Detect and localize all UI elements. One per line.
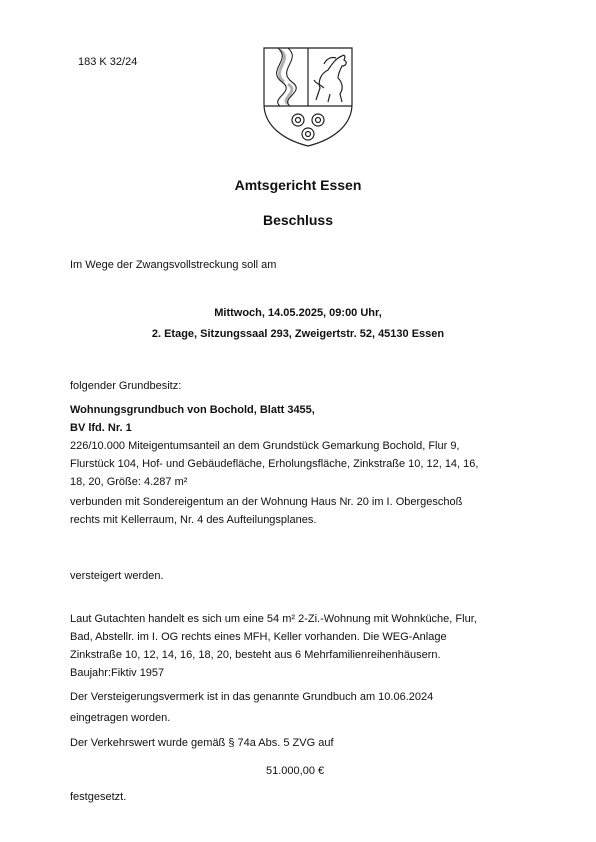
property-line: verbunden mit Sondereigentum an der Wohnung Haus Nr. 20 im I. Obergeschoß — [70, 496, 463, 508]
hearing-location: 2. Etage, Sitzungssaal 293, Zweigertstr. 52, 45130 Essen — [151, 328, 445, 340]
appraisal-line: Bad, Abstellr. im I. OG rechts eines MFH, Keller vorhanden. Die WEG-Anlage — [70, 631, 447, 643]
intro-text: Im Wege der Zwangsvollstreckung soll am — [70, 259, 277, 271]
property-intro: folgender Grundbesitz: — [70, 380, 182, 392]
hearing-date: Mittwoch, 14.05.2025, 09:00 Uhr, — [214, 307, 382, 319]
auction-line: versteigert werden. — [70, 570, 164, 582]
value-outro: festgesetzt. — [70, 791, 127, 803]
appraisal-line: Zinkstraße 10, 12, 14, 16, 18, 20, besteht aus 6 Mehrfamilienreihenhäusern. — [70, 649, 441, 661]
document-title: Beschluss — [262, 212, 334, 228]
registration-line: eingetragen worden. — [70, 712, 171, 724]
property-line: 226/10.000 Miteigentumsanteil an dem Grundstück Gemarkung Bochold, Flur 9, — [70, 440, 460, 452]
property-line: rechts mit Kellerraum, Nr. 4 des Aufteilungsplanes. — [70, 514, 317, 526]
value-amount: 51.000,00 € — [266, 765, 325, 777]
value-intro: Der Verkehrswert wurde gemäß § 74a Abs. 5 ZVG auf — [70, 737, 334, 749]
file-number: 183 K 32/24 — [78, 56, 138, 68]
appraisal-line: Baujahr:Fiktiv 1957 — [70, 667, 165, 679]
registration-line: Der Versteigerungsvermerk ist in das genannte Grundbuch am 10.06.2024 — [70, 691, 434, 703]
property-line: Flurstück 104, Hof- und Gebäudefläche, Erholungsfläche, Zinkstraße 10, 12, 14, 16, — [70, 458, 479, 470]
court-name: Amtsgericht Essen — [234, 177, 362, 193]
property-title: Wohnungsgrundbuch von Bochold, Blatt 3455, — [70, 404, 315, 416]
nrw-coat-of-arms-icon — [258, 44, 358, 148]
property-line: 18, 20, Größe: 4.287 m² — [70, 476, 188, 488]
property-bv: BV lfd. Nr. 1 — [70, 422, 132, 434]
appraisal-line: Laut Gutachten handelt es sich um eine 54 m² 2-Zi.-Wohnung mit Wohnküche, Flur, — [70, 613, 477, 625]
